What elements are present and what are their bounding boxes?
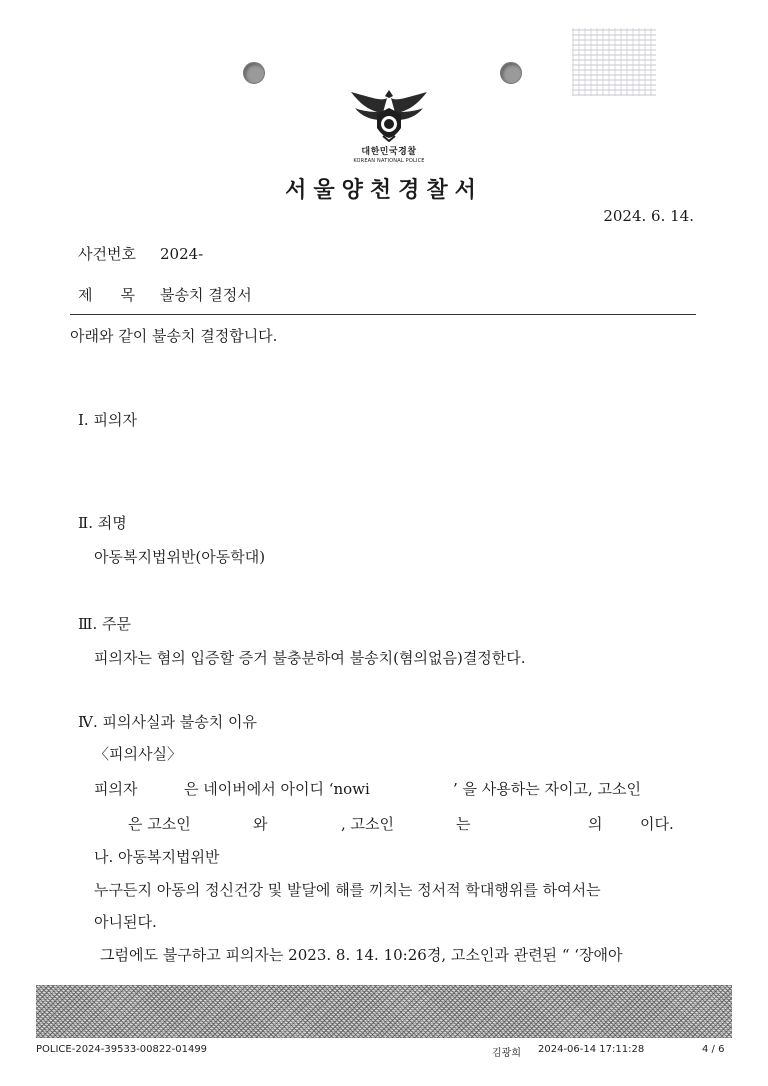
section-charge-heading: Ⅱ. 죄명 (78, 514, 127, 532)
punch-hole-right (500, 62, 522, 84)
intro-text: 아래와 같이 불송치 결정합니다. (70, 327, 278, 345)
section-suspect-heading: Ⅰ. 피의자 (78, 411, 137, 429)
subject-row (78, 284, 252, 305)
security-noise-band (36, 985, 732, 1038)
eagle-emblem-icon (347, 86, 431, 142)
case-number-label: 사건번호 (78, 245, 136, 263)
charge-text: 아동복지법위반(아동학대) (94, 548, 266, 566)
subject-label: 제목 (78, 286, 163, 304)
document-serial: POLICE-2024-39533-00822-01499 (36, 1044, 208, 1055)
issuing-station: 서울양천경찰서 (285, 177, 483, 203)
punch-hole-left (243, 62, 265, 84)
facts-item-na: 나. 아동복지법위반 (94, 848, 220, 866)
section-facts-heading: Ⅳ. 피의사실과 불송치 이유 (78, 713, 257, 731)
case-number-value: 2024- (160, 245, 204, 263)
facts-line-2c: , 고소인 (341, 815, 395, 833)
section-order-heading: Ⅲ. 주문 (78, 615, 131, 633)
facts-line-2f: 이다. (640, 815, 674, 833)
subject-value: 불송치 결정서 (160, 286, 252, 304)
police-logo (344, 86, 434, 164)
facts-line-1b: 은 네이버에서 아이디 ‘nowi (184, 780, 370, 798)
issuer-name: 김광희 (492, 1048, 521, 1059)
facts-paragraph-2-line-2: 아니된다. (94, 913, 157, 931)
issue-timestamp: 2024-06-14 17:11:28 (538, 1044, 645, 1055)
facts-paragraph-3-line-1: 그럼에도 불구하고 피의자는 2023. 8. 14. 10:26경, 고소인과 관련된 “ ‘장애아 (100, 946, 623, 964)
page-number: 4 / 6 (702, 1044, 725, 1055)
case-number-row (78, 243, 203, 264)
order-text: 피의자는 혐의 입증할 증거 불충분하여 불송치(혐의없음)결정한다. (94, 649, 526, 667)
facts-line-2b: 와 (253, 815, 268, 833)
facts-line-1c: ’ 을 사용하는 자이고, 고소인 (453, 780, 641, 798)
facts-paragraph-2-line-1: 누구든지 아동의 정신건강 및 발달에 해를 끼치는 정서적 학대행위를 하여서는 (94, 881, 601, 899)
facts-line-1a: 피의자 (94, 780, 138, 798)
header-divider (70, 314, 696, 315)
facts-subheading: 〈피의사실〉 (94, 745, 182, 763)
facts-line-2d: 는 (456, 815, 471, 833)
security-watermark (572, 28, 656, 96)
facts-line-2e: 의 (588, 815, 603, 833)
document-date: 2024. 6. 14. (603, 207, 694, 225)
logo-english-text: KOREAN NATIONAL POLICE (353, 158, 425, 164)
facts-line-2a: 은 고소인 (128, 815, 191, 833)
logo-korean-text: 대한민국경찰 (361, 147, 417, 157)
